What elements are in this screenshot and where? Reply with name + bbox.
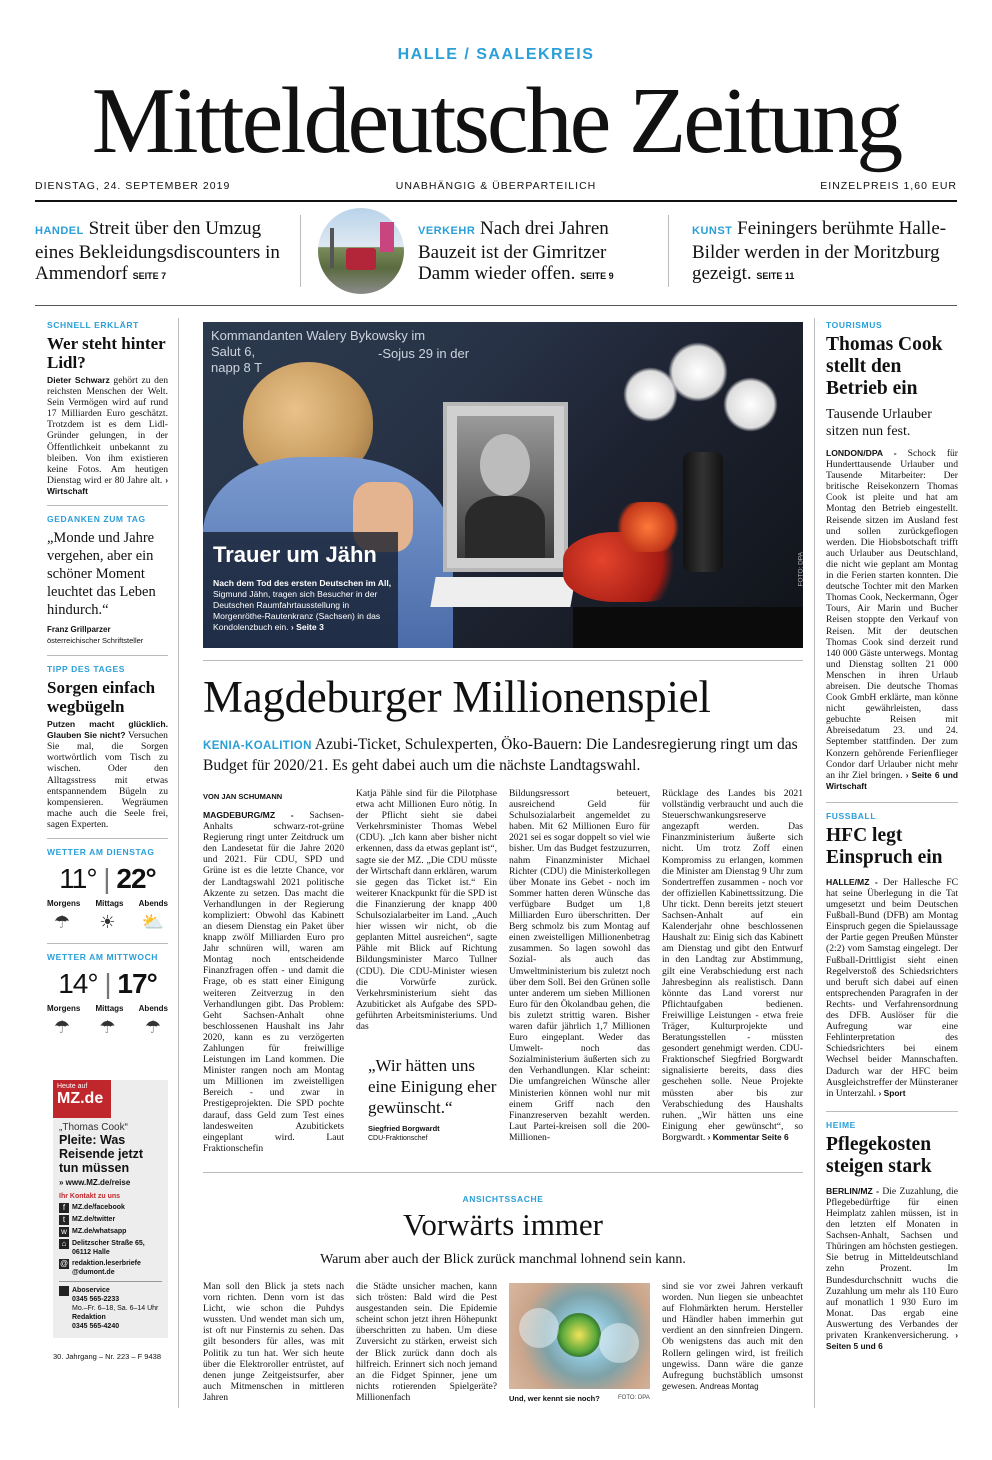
- photo-credit: FOTO: DPA: [797, 552, 804, 587]
- heime-body: Die Zuzahlung, die Pflegebedürftige für einen Heimplatz zahlen müssen, ist in den letzten elf Monaten in Sachsen-Anhalt, Sachsen und Thüringen am höchsten gestiegen. Sie betrug in Mitteldeutschland zehn Prozent. Im Bundesdurchschnitt wuchs die Zuzahlung um mehr als 110 Euro auf monatlich 1 930 Euro im Monat. Das ergab eine Auswertung des Verbandes der privaten Krankenversicherung.: [826, 1185, 958, 1341]
- teaser-divider: [668, 215, 669, 287]
- main-col-3: [509, 788, 650, 1158]
- rain-icon: ☂: [53, 1016, 71, 1038]
- abo-label: Aboservice: [72, 1287, 110, 1294]
- promo-tag: Heute auf: [57, 1083, 88, 1090]
- temperature-mittwoch: 14° | 17°: [58, 967, 157, 999]
- gedanken-role: österreichischer Schriftsteller: [47, 636, 144, 646]
- label-morning: Morgens: [47, 1003, 81, 1013]
- tipp-head: Sorgen einfach wegbügeln: [47, 678, 156, 717]
- sun-icon: ☀: [99, 911, 116, 933]
- abo-hours: Mo.–Fr. 6–18, Sa. 6–14 Uhr: [72, 1305, 159, 1312]
- main-col-4: [662, 788, 803, 1158]
- dateline: HALLE/MZ -: [826, 876, 878, 887]
- ansicht-head: Vorwärts immer: [402, 1207, 604, 1242]
- label-evening: Abends: [138, 898, 168, 908]
- fussball-head[interactable]: HFC legt Einspruch ein: [826, 824, 943, 868]
- abo-service: [59, 1286, 162, 1331]
- teaser-page: SEITE 9: [580, 271, 614, 281]
- tourismus-sub: Tausende Urlauber sitzen nun fest.: [826, 407, 932, 439]
- temp-high: 22°: [116, 862, 156, 894]
- photo-caption-spinner: Und, wer kennt sie noch?: [509, 1394, 600, 1403]
- col-text: die Städte unsicher machen, kann sich trösten: Bald wird die Pest ausgestanden sein. Die Epidemie scheint schon jetzt ihren Höhepunkt überschritten zu haben. Um diese Zuversicht zu stärken, erweist sich der Blick zurück dann doch als hilfreich. Erinnert sich noch jemand an die Fidget Spinner, jene um nichts rotierenden Spielgeräte? Millionenfach: [356, 1281, 497, 1403]
- teaser-handel[interactable]: [35, 218, 290, 287]
- temperature-dienstag: 11° | 22°: [59, 862, 156, 894]
- twitter-icon: t: [59, 1215, 69, 1225]
- masthead-rule: [35, 200, 957, 202]
- col-text: Bildungsressort beteuert, ausreichend Geld für Schulsozialarbeit angemeldet zu haben. Mit 62 Millionen Euro für 2021 sei es sogar doppelt so viel wie bisher. Um das Budget festzuzurren, nahm Finanzminister Michael Richter (CDU) die Ministerkollegen über Monate ins Gebet - noch im Sommer hatten deren Wünsche das verfügbare Budget um 1,8 Milliarden Euro überschritten. Der Berg schmolz bis zum Montag auf einen zweistelligen Millionenbetrag zusammen. So lagen sowohl das Sozial- als auch das Umweltministerium bis zuletzt noch über dem Soll. Bei den Grünen solle unter anderem um sieben Millionen Euro für den Ökolandbau gehen, die bis zuletzt strittig waren. Bisher waren dafür jährlich 1,7 Millionen Euro eingeplant. Weder das Umwelt- noch das Sozialministerium äußerten sich zu den Verhandlungen. Klar scheint: Die umfangreichen Wünsche aller Ministerien können wohl nur mit einem Griff nach den Finanzreserven bezahlt werden. Laut Partei-kreisen soll die 200-Millionen-: [509, 788, 650, 1143]
- contact-text: MZ.de/whatsapp: [72, 1228, 127, 1235]
- col-text: Katja Pähle sind für die Pilotphase etwa acht Millionen Euro nötig. In der Pflicht sieht sie dabei Verkehrsminister Thomas Webel (CDU). „Ich kann aber bisher nicht erkennen, dass da etwas geplant ist“, sagte sie der MZ. „Die CDU müsste der Wirtschaft dann erklären, warum sie gegen das Ticket ist.“ Ein weiterer Knackpunkt für die SPD ist die Finanzierung der knapp 400 Schulsozialarbeiter im Land. „Auch hier wissen wir nicht, ob die geplanten Mittel ausreichen“, sagte Pähle mit Blick auf Richtung Bildungsminister Marco Tullner (CDU). Die CDU-Minister wiesen die Vorwürfe zurück. Verkehrsministerium sieht das Azubiticket als Aufgabe des SPD-geführten Arbeitsministeriums. Und das: [356, 788, 497, 1032]
- issue-date: DIENSTAG, 24. SEPTEMBER 2019: [35, 180, 231, 192]
- fussball-ref[interactable]: › Sport: [878, 1087, 906, 1098]
- banner-line: -Sojus 29 in der: [378, 346, 470, 361]
- gedanken-quote: „Monde und Jahre vergehen, aber ein schöner Moment leuchtet das Leben hindurch.“: [47, 530, 156, 619]
- region-label: HALLE / SAALEKREIS: [397, 46, 595, 63]
- teaser-keyword: VERKEHR: [418, 225, 476, 237]
- kicker-tipp: TIPP DES TAGES: [47, 664, 125, 675]
- byline: VON JAN SCHUMANN: [203, 792, 283, 801]
- ansicht-sub: Warum aber auch der Blick zurück manchmal lohnend sein kann.: [320, 1252, 686, 1267]
- kicker-schnell: SCHNELL ERKLÄRT: [47, 320, 139, 330]
- ansicht-rule: [203, 1172, 803, 1173]
- caption-body: Sigmund Jähn, tragen sich Besucher in der Deutschen Raumfahrtausstellung in Morgenröthe-Rautenkranz (Sachsen) in das Kondolenzbuch ein.: [213, 589, 381, 632]
- right-divider: [814, 318, 815, 1408]
- col-text: Rücklage des Landes bis 2021 vollständig verbraucht und auch die Steuerschwankungsreserve angezapft werden. Das Finanzministerium äußerte sich nicht. Um trotz Zoff einen Kompromiss zu erlangen, kommen die Minister am Dienstag 9 Uhr zum Sondertreffen zusammen - noch vor der offiziellen Kabinettssitzung. Die Uhr tickt. Denn bereits jetzt steuert Sachsen-Anhalt auf ein Kalenderjahr ohne beschlossenen Haushalt zu: Einig sich das Kabinett am Dienstag und gibt den Entwurf in den Landtag zur Abstimmung, gilt eine Verabschiedung erst nach Jahresbeginn als realistisch. Dann könnte das Land vorerst nur Pflichtaufgaben bedienen. Freiwillige Leistungen - etwa freie Träger, Kulturprojekte und Beratungsstellen - müssten gesondert genehmigt werden. CDU-Fraktionschef Siegfried Borgwardt signalisierte bereits, dass dies geschehen solle. Neue Projekte müssten aber bis zur Verabschiedung des Haushalts ruhen. „Wir hätten uns eine Einigung eher gewünscht“, so Borgwardt.: [662, 788, 803, 1143]
- issue-number: 30. Jahrgang – Nr. 223 – F 9438: [53, 1352, 161, 1361]
- email-icon: @: [59, 1259, 69, 1268]
- label-noon: Mittags: [95, 898, 124, 908]
- weather-labels: [47, 1004, 168, 1013]
- tourismus-body: Schock für Hunderttausende Urlauber und Tausende Mitarbeiter: Der britische Reisekonzern Thomas Cook ist pleite und hat am Montag den Betrieb eingestellt. Reisende sitzen im Ausland fest und sollen zurückgeflogen werden. Die Hiobsbotschaft trifft auch Urlauber aus Deutschland, die nicht wie geplant am Montag in die Ferien starten konnten. Die deutsche Tochter mit den Marken Thomas Cook, Neckermann, Öger Tours, Air Marin und Bucher Reisen stoppte den Verkauf von Reisen. Mit der deutschen Thomas Cook sind derzeit rund 140 000 Gäste unterwegs. Montag und Dienstag sollten 21 000 Menschen in ihren Urlaub abreisen. Die deutsche Thomas Cook GmbH erklärte, man könne nicht gewährleisten, dass gebuchte Reisen mit Abreisedatum 23. und 24. September stattfinden. Der zum Konzern gehörende Ferienflieger Condor darf Urlauber nicht mehr an ihr Ziel bringen.: [826, 448, 959, 781]
- teaser-divider: [300, 215, 301, 287]
- schnell-body: gehört zu den reichsten Menschen der Welt. Sein Vermögen wird auf rund 17 Milliarden Euro geschätzt. Trotzdem ist es dem Lidl-Gründer gelungen, in der Öffentlichkeit unbekannt zu bleiben. Von ihm existieren keine Fotos. Am heutigen Dienstag wird er 80 Jahre alt.: [47, 375, 168, 486]
- promo-quote-name: „Thomas Cook“: [59, 1122, 128, 1133]
- pull-quote-role: CDU-Fraktionschef: [368, 1135, 428, 1142]
- contact-text: Delitzscher Straße 65, 06112 Halle: [72, 1240, 145, 1256]
- caption-ref[interactable]: › Seite 3: [290, 622, 324, 632]
- teaser-verkehr[interactable]: [418, 218, 653, 287]
- gedanken-author: Franz Grillparzer: [47, 625, 111, 635]
- tipp-body: Versuchen Sie mal, die Sorgen wortwörtlich vom Tisch zu wischen. Oder den Alltagsstress mit etwas entspannendem Bügeln zu kompensieren. Wegräumen mache auch die Seele frei, sagen Experten.: [47, 730, 168, 830]
- main-col-2: [356, 788, 497, 1038]
- ansicht-col-2: [356, 1281, 497, 1409]
- heime-ref[interactable]: › Seiten 5 und 6: [826, 1330, 958, 1352]
- schnell-ref[interactable]: › Wirtschaft: [47, 474, 168, 496]
- contact-text: redaktion.leserbriefe @dumont.de: [72, 1260, 141, 1276]
- kicker-gedanken: GEDANKEN ZUM TAG: [47, 514, 146, 525]
- teaser-text: Feiningers berühmte Halle-Bilder werden in der Moritzburg gezeigt.: [692, 218, 947, 284]
- label-noon: Mittags: [95, 1003, 124, 1013]
- dateline: MAGDEBURG/MZ -: [203, 810, 294, 820]
- dateline: LONDON/DPA -: [826, 448, 897, 458]
- teaser-photo: [318, 208, 404, 294]
- dateline: BERLIN/MZ -: [826, 1185, 879, 1196]
- teaser-keyword: HANDEL: [35, 225, 84, 237]
- mz-promo-box[interactable]: [53, 1080, 168, 1338]
- motto: UNABHÄNGIG & ÜBERPARTEILICH: [395, 180, 597, 192]
- contact-facebook[interactable]: [59, 1203, 162, 1213]
- price: EINZELPREIS 1,60 EUR: [820, 180, 957, 192]
- ansicht-author: Andreas Montag: [699, 1381, 759, 1391]
- banner-line: Salut 6,: [211, 344, 256, 359]
- contact-email[interactable]: [59, 1259, 162, 1277]
- photo-title: Trauer um Jähn: [213, 542, 377, 567]
- promo-link[interactable]: » www.MZ.de/reise: [59, 1178, 131, 1187]
- teaser-text: Streit über den Umzug eines Bekleidungsdiscounters in Ammendorf: [35, 218, 280, 284]
- kicker-tourismus: TOURISMUS: [826, 320, 883, 330]
- kicker-wetter-mittwoch: WETTER AM MITTWOCH: [47, 951, 159, 962]
- contact-text: MZ.de/facebook: [72, 1204, 125, 1211]
- fussball-text: [826, 877, 958, 1099]
- tipp-text: [47, 719, 168, 830]
- photo-rule: [203, 660, 803, 661]
- kicker-fussball: FUSSBALL: [826, 810, 877, 821]
- caption-lead: Nach dem Tod des ersten Deutschen im All,: [213, 578, 392, 588]
- kicker-wetter-dienstag: WETTER AM DIENSTAG: [47, 846, 155, 857]
- left-column: [47, 320, 168, 1038]
- banner-line: napp 8 T: [211, 360, 263, 375]
- col-text: Sachsen-Anhalts schwarz-rot-grüne Regierung ringt unter Zeitdruck um den Landesetat für die Jahre 2020 und 2021. Für CDU, SPD und Grüne ist es die letzte Chance, vor der Landtagswahl 2021 politische Akzente zu setzen. Das macht die Verhandlungen in der Regierung kompliziert: Obwohl das Kabinett an diesem Dienstag ein Paket über knapp zwölf Milliarden Euro pro Jahr schnüren will, waren am Montag noch entscheidende Finanzfragen offen - und damit die Frage, ob es statt einer Einigung weiteren Zeitverzug in den Verhandlungen gibt. Das Problem: Geht Sachsen-Anhalt ohne beschlossenen Haushalt ins Jahr 2020, kann es zu verzögerten Zahlungen für freiwillige Leistungen im Land kommen. Die Minister rangen noch am Montag um Millionen im zweistelligen Bereich - und zwar in Prestigeprojekten. Die SPD pochte darauf, dass Geld zum Test eines landesweiten Azubitickets eingeplant wird. Laut Fraktionschefin: [203, 810, 344, 1154]
- red-phone: 0345 565-4240: [72, 1323, 120, 1330]
- promo-brand: MZ.de: [57, 1090, 104, 1107]
- abo-phone: 0345 565-2233: [72, 1296, 120, 1303]
- weather-labels: [47, 899, 168, 908]
- facebook-icon: f: [59, 1203, 69, 1213]
- kicker-heime: HEIME: [826, 1119, 856, 1130]
- subhead-keyword: KENIA-KOALITION: [203, 740, 312, 752]
- contact-address: [59, 1239, 162, 1257]
- tourismus-text: [826, 448, 958, 792]
- teaser-kunst[interactable]: [692, 218, 952, 287]
- tourismus-head[interactable]: Thomas Cook stellt den Betrieb ein: [826, 334, 943, 399]
- heime-head[interactable]: Pflegekosten steigen stark: [826, 1133, 932, 1177]
- pull-quote-text: „Wir hätten uns eine Einigung eher gewünscht.“: [368, 1056, 497, 1117]
- red-label: Redaktion: [72, 1314, 106, 1321]
- rain-icon: ☂: [53, 911, 71, 933]
- banner-line: Kommandanten Walery Bykowsky im: [211, 328, 426, 343]
- temp-low: 11°: [59, 862, 97, 894]
- label-evening: Abends: [138, 1003, 168, 1013]
- right-column: [826, 320, 958, 1352]
- ansicht-col-3: [662, 1281, 803, 1409]
- house-icon: ⌂: [59, 1239, 69, 1249]
- col-text: Man soll den Blick ja stets nach vorn richten. Denn vorn ist das Licht, wie schon die Puhdys wussten. Und wendet man sich um, ist oft nur Finsternis zu sehen. Das gilt besonders für alles, was mit Politik zu tun hat. Wer sich heute über die Elektroroller entrüstet, auf denen junge Zeitgeistsurfer, aber auch Mitmenschen in mittleren Jahren: [203, 1281, 344, 1403]
- contact-head: Ihr Kontakt zu uns: [59, 1193, 121, 1200]
- promo-head: Pleite: Was Reisende jetzt tun müssen: [59, 1133, 144, 1175]
- tourismus-ref[interactable]: › Seite 6 und Wirtschaft: [826, 769, 958, 791]
- partly-cloudy-icon: ⛅: [141, 911, 165, 933]
- fidget-spinner-photo: [509, 1283, 650, 1389]
- fussball-body: Der Hallesche FC hat seine Überlegung in die Tat umgesetzt und beim Deutschen Fußball-Bund (DFB) am Montag Einspruch gegen die Spielaussage der Partie gegen Preußen Münster (2:2) vom Samstag eingelegt. Der Fußball-Drittligist sieht einen Regelverstoß des Schiedsrichters und beruft sich dabei auf einen entsprechenden Paragrafen in der Rechts- und Verfahrensordnung des DFB. Auslöser für die Aufregung war eine Fehlinterpretation des Schiedsrichters bei einem Wechsel beider Mannschaften. Dadurch war der HFC beim Ausgleichstreffer der Münsteraner in Unterzahl.: [826, 876, 958, 1099]
- newspaper-title: Mitteldeutsche Zeitung: [91, 69, 901, 173]
- main-col-1: [203, 810, 344, 1158]
- main-headline[interactable]: Magdeburger Millionenspiel: [203, 672, 711, 722]
- photo-credit-spinner: FOTO: DPA: [618, 1395, 650, 1401]
- left-divider: [178, 318, 179, 1408]
- rain-icon: ☂: [99, 1016, 116, 1038]
- teaser-page: SEITE 11: [756, 271, 795, 281]
- photo-caption: [213, 578, 393, 633]
- schnell-text: [47, 375, 168, 497]
- subhead-text: Azubi-Ticket, Schulexperten, Öko-Bauern: Die Landesregierung ringt um das Budget für 2020/21. Es geht dabei auch um die nächste Landtagswahl.: [203, 736, 798, 774]
- teaser-page: SEITE 7: [132, 271, 167, 281]
- col-text: sind sie vor zwei Jahren verkauft worden. Nun liegen sie unbeachtet auf Flohmärkten herum. Hersteller und Händler haben immerhin gut verdient an den sinnfreien Dingern. Ob wenigstens das auch mit den Rollern gelingen wird, ist freilich ungewiss. Dann wäre die ganze Aufregung buchstäblich umsonst gewesen.: [662, 1281, 803, 1392]
- comment-ref[interactable]: › Kommentar Seite 6: [707, 1131, 789, 1142]
- contact-list: [59, 1203, 162, 1277]
- whatsapp-icon: w: [59, 1227, 69, 1237]
- teaser-rule: [35, 305, 957, 306]
- temp-high: 17°: [117, 967, 157, 999]
- schnell-lead: Dieter Schwarz: [47, 375, 110, 385]
- phone-icon: [59, 1286, 69, 1296]
- kicker-ansicht: ANSICHTSSACHE: [462, 1194, 544, 1204]
- heime-text: [826, 1186, 958, 1352]
- main-subhead: [203, 735, 803, 776]
- contact-text: MZ.de/twitter: [72, 1216, 116, 1223]
- schnell-head: Wer steht hinter Lidl?: [47, 334, 166, 372]
- main-photo: [203, 322, 803, 648]
- teaser-text: Nach drei Jahren Bauzeit ist der Gimritzer Damm wieder offen.: [418, 218, 609, 284]
- label-morning: Morgens: [47, 898, 81, 908]
- teaser-keyword: KUNST: [692, 225, 733, 237]
- ansicht-col-1: [203, 1281, 344, 1409]
- rain-icon: ☂: [144, 1016, 162, 1038]
- tipp-lead: Putzen macht glücklich. Glauben Sie nicht?: [47, 719, 168, 741]
- contact-whatsapp[interactable]: [59, 1227, 162, 1237]
- contact-twitter[interactable]: [59, 1215, 162, 1225]
- pull-quote: [368, 1055, 498, 1142]
- pull-quote-author: Siegfried Borgwardt: [368, 1124, 440, 1133]
- temp-low: 14°: [58, 967, 98, 999]
